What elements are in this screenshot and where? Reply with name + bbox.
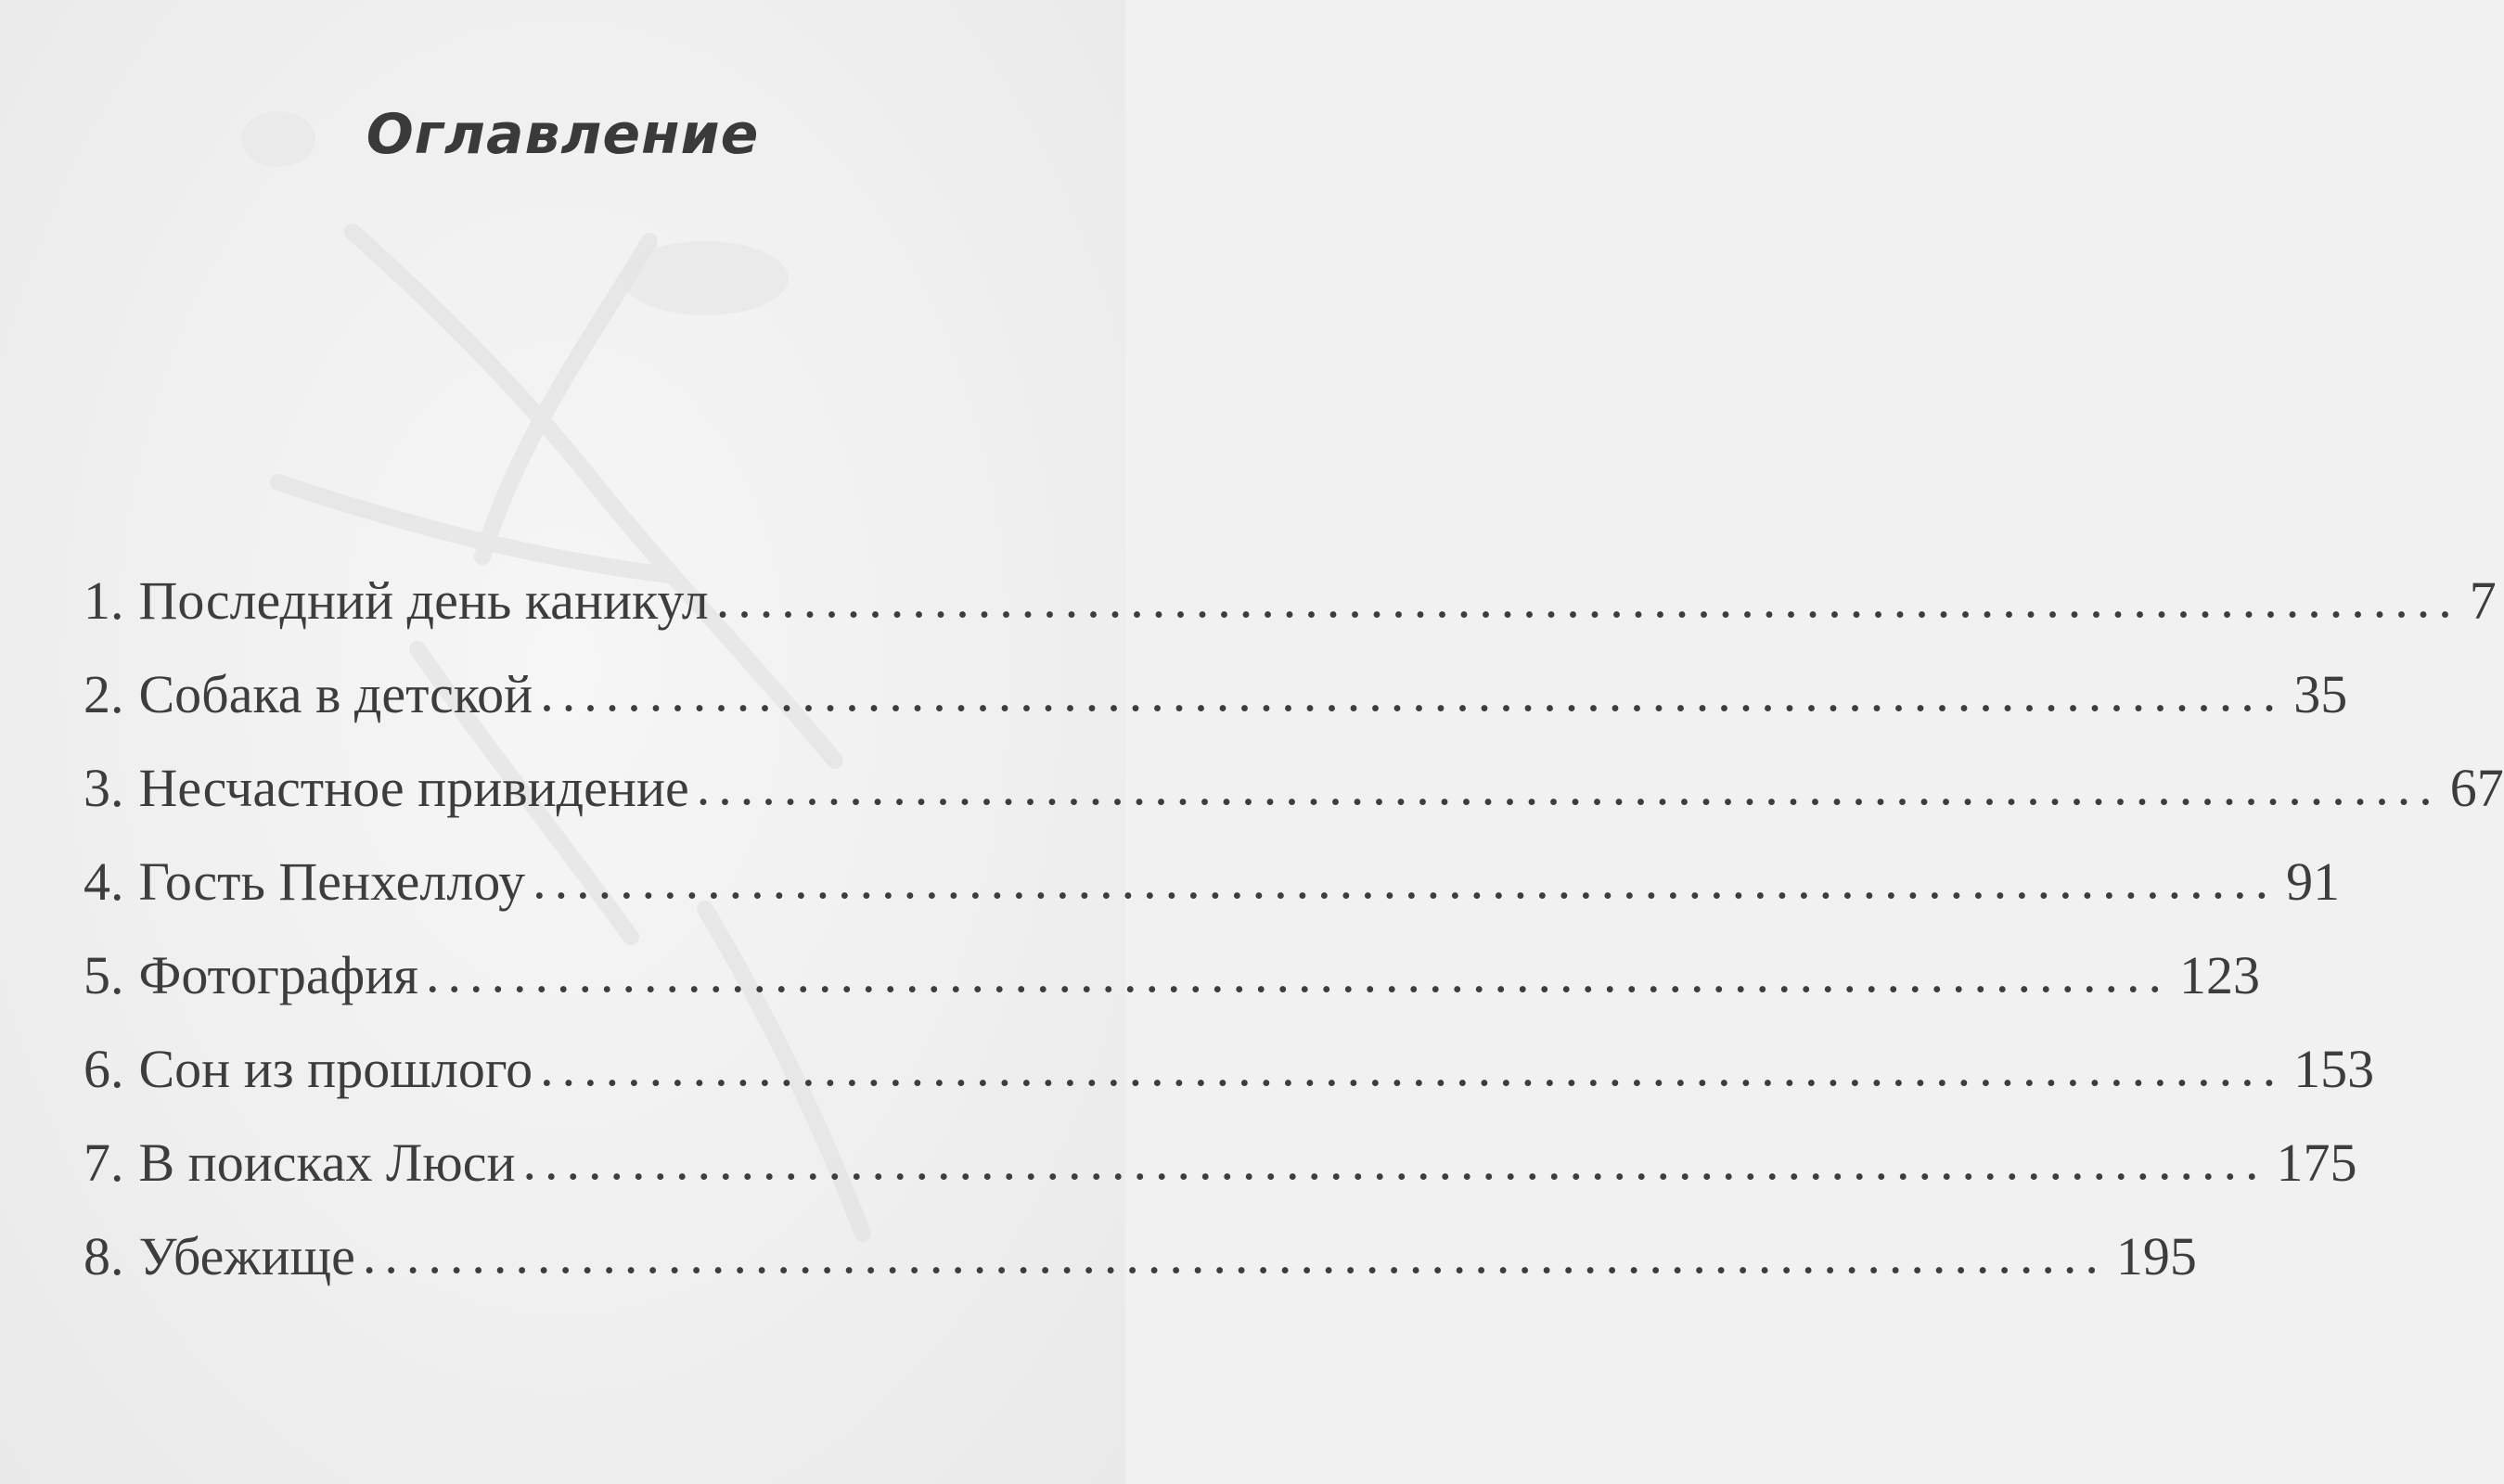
dot-leader: ................................................................................	[696, 756, 2441, 816]
toc-entry-number: 4.	[83, 851, 124, 912]
toc-entry	[83, 661, 2348, 755]
toc-entry	[83, 942, 2260, 1036]
toc-entry-title: Собака в детской	[138, 664, 533, 724]
toc-entry	[83, 568, 2497, 661]
toc-entry-title: Сон из прошлого	[138, 1039, 533, 1099]
toc-entry-page: 91	[2286, 851, 2341, 912]
dot-leader: ................................................................................	[533, 850, 2278, 910]
toc-entry-page: 7	[2469, 570, 2497, 631]
page-title: Оглавление	[366, 102, 760, 167]
toc-entry-page: 67	[2449, 758, 2504, 818]
toc-entry-number: 8.	[83, 1226, 124, 1286]
toc-entry	[83, 849, 2341, 942]
toc-entry-number: 5.	[83, 945, 124, 1005]
toc-entry-number: 2.	[83, 664, 124, 724]
dot-leader: ................................................................................	[540, 662, 2285, 723]
toc-entry-title: Фотография	[138, 945, 418, 1005]
toc-entry	[83, 1223, 2197, 1317]
dot-leader: ................................................................................	[362, 1224, 2107, 1285]
toc-entry-title: Убежище	[138, 1226, 355, 1286]
toc-entry-title: Несчастное привидение	[138, 758, 689, 818]
toc-entry-number: 6.	[83, 1039, 124, 1099]
toc-entry-page: 35	[2293, 664, 2348, 724]
toc-entry-page: 153	[2293, 1039, 2375, 1099]
dot-leader: ................................................................................	[540, 1037, 2285, 1097]
toc-entry	[83, 1130, 2357, 1223]
toc-entry-page: 123	[2178, 945, 2260, 1005]
dot-leader: ................................................................................	[522, 1131, 2267, 1191]
table-of-contents	[83, 568, 2504, 1317]
toc-entry	[83, 755, 2504, 849]
toc-entry-number: 7.	[83, 1132, 124, 1193]
toc-entry	[83, 1036, 2375, 1130]
toc-entry-title: В поисках Люси	[138, 1132, 516, 1193]
dot-leader: ................................................................................	[425, 943, 2170, 1004]
toc-entry-number: 1.	[83, 570, 124, 631]
toc-entry-title: Гость Пенхеллоу	[138, 851, 526, 912]
toc-entry-page: 175	[2276, 1132, 2357, 1193]
toc-entry-title: Последний день каникул	[138, 570, 709, 631]
dot-leader: ................................................................................	[715, 569, 2460, 629]
toc-entry-number: 3.	[83, 758, 124, 818]
toc-entry-page: 195	[2115, 1226, 2197, 1286]
